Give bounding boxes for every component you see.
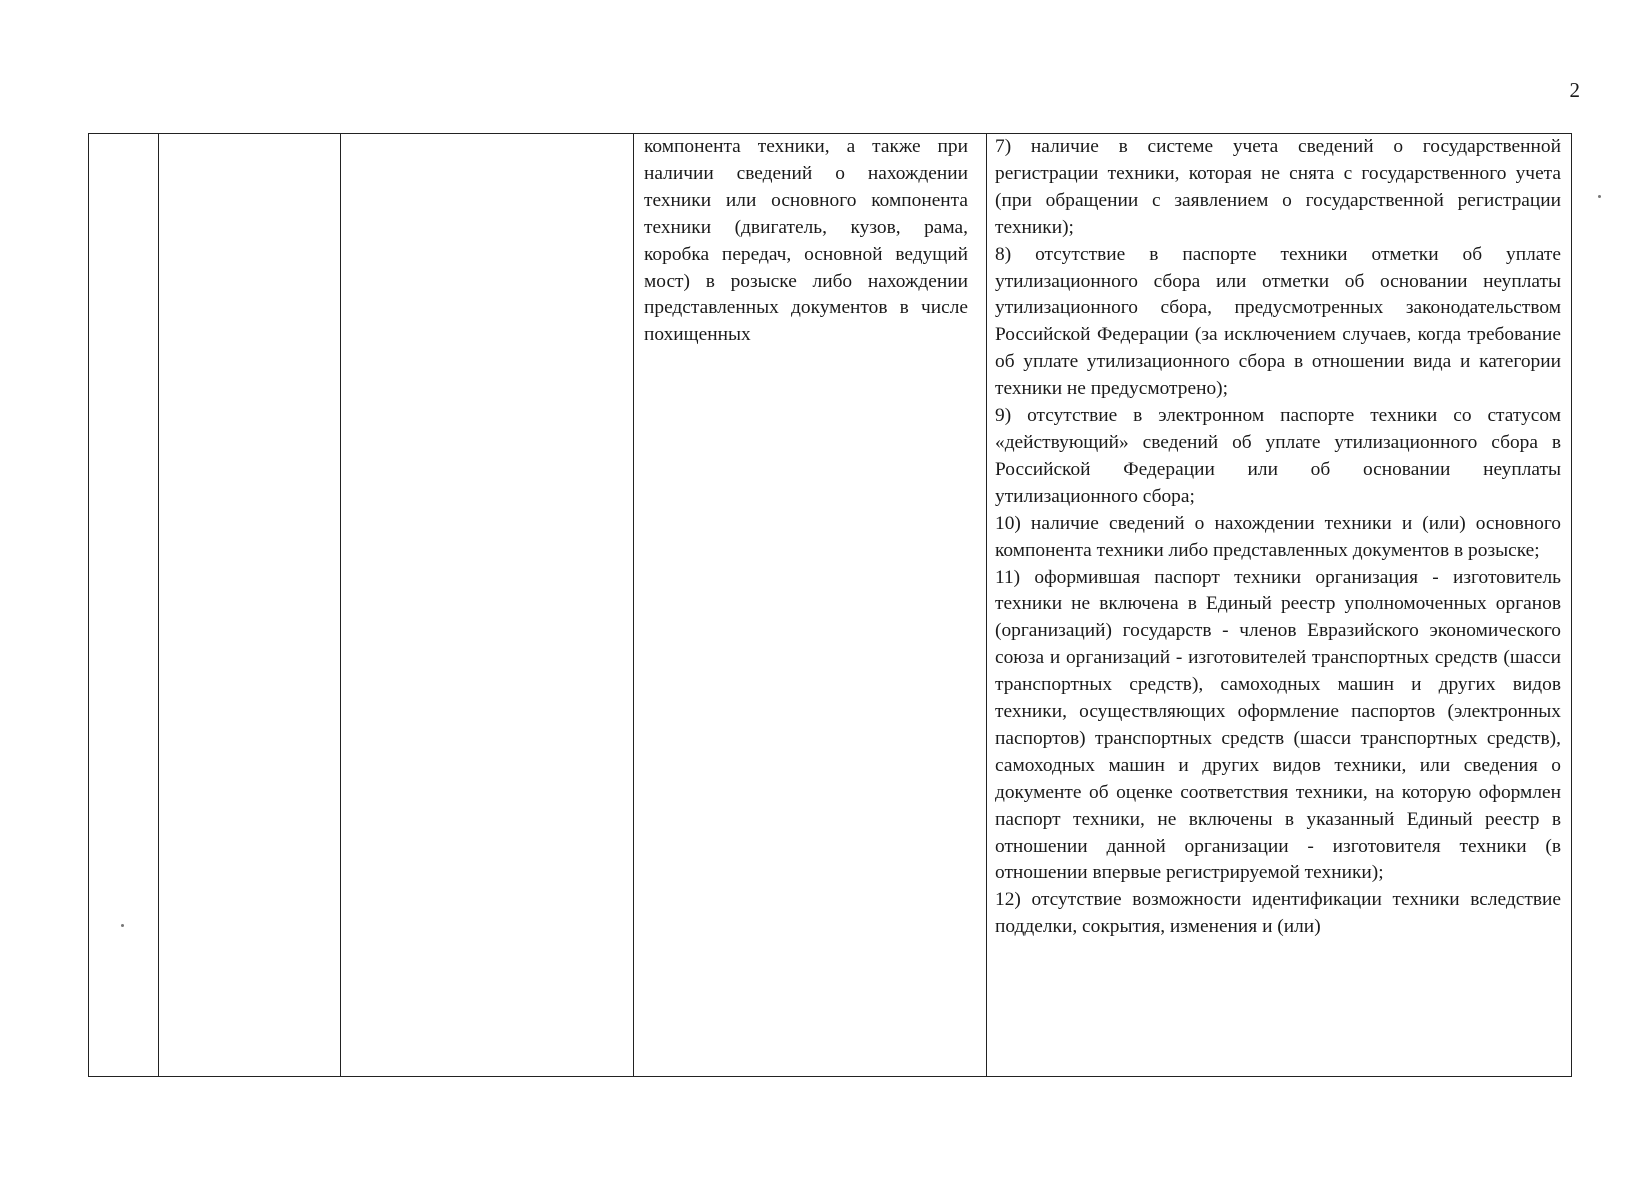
list-item: 10) наличие сведений о нахождении техники и (или) основного компонента техники либо представленных документов в розыске;: [995, 512, 1561, 561]
list-item: 9) отсутствие в электронном паспорте техники со статусом «действующий» сведений об уплате утилизационного сбора в Российской Федерации или об основании неуплаты утилизационного сбора;: [995, 405, 1561, 507]
list-item: 7) наличие в системе учета сведений о государственной регистрации техники, которая не снята с государственного учета (при обращении с заявлением о государственной регистрации техники);: [995, 136, 1561, 238]
document-table: [88, 133, 1572, 1077]
table-cell-grounds-list: [988, 134, 1571, 1076]
table-cell-conditions: [634, 134, 976, 1076]
list-item: 12) отсутствие возможности идентификации техники вследствие подделки, сокрытия, изменения и (или): [995, 889, 1561, 938]
column-divider: [986, 134, 987, 1076]
cell-text: компонента техники, а также при наличии сведений о нахождении техники или основного компонента техники (двигатель, кузов, рама, коробка передач, основной ведущий мост) в розыске либо нахождении представленных документов в числе похищенных: [644, 136, 968, 346]
list-item: 8) отсутствие в паспорте техники отметки об уплате утилизационного сбора или отметки об основании неуплаты утилизационного сбора, предусмотренных законодательством Российской Федерации (за исключением случаев, когда требование об уплате утилизационного сбора в отношении вида и категории техники не предусмотрено);: [995, 243, 1561, 400]
page-number: 2: [1569, 78, 1580, 102]
scan-speck: [121, 924, 124, 927]
scan-speck: [1598, 195, 1601, 198]
list-item: 11) оформившая паспорт техники организация - изготовитель техники не включена в Единый реестр уполномоченных органов (организаций) государств - членов Евразийского экономического союза и организаций - изготовителей транспортных средств (шасси транспортных средств), самоходных машин и других видов техники, осуществляющих оформление паспортов (электронных паспортов) транспортных средств (шасси транспортных средств), самоходных машин и других видов техники, или сведения о документе об оценке соответствия техники, на которую оформлен паспорт техники, не включены в указанный Единый реестр в отношении данной организации - изготовителя техники (в отношении впервые регистрируемой техники);: [995, 566, 1561, 884]
column-divider: [340, 134, 341, 1076]
column-divider: [158, 134, 159, 1076]
